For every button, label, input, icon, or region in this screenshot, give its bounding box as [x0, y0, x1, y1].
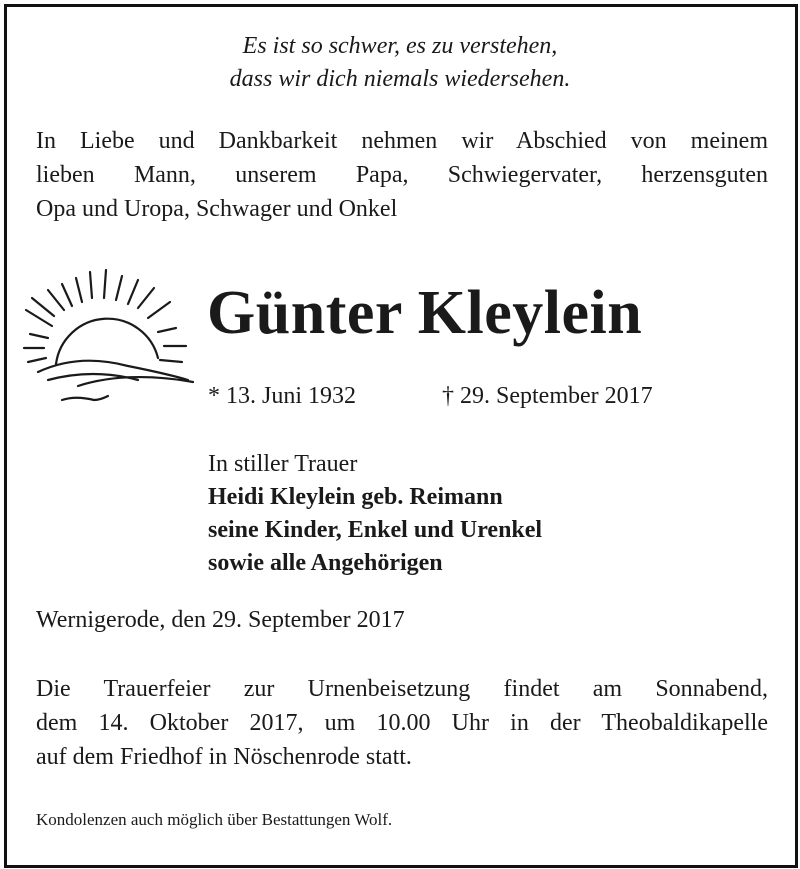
funeral-line: auf dem Friedhof in Nöschenrode statt. [36, 744, 412, 770]
motto-line: dass wir dich niemals wiedersehen. [229, 66, 571, 92]
death-date: † 29. September 2017 [442, 383, 653, 409]
mourners-heading: In stiller Trauer [208, 451, 358, 477]
mourner-line: seine Kinder, Enkel und Urenkel [208, 517, 543, 543]
sunset-icon [18, 262, 203, 412]
mourner-line: sowie alle Angehörigen [208, 550, 443, 576]
motto-line: Es ist so schwer, es zu verstehen, [242, 33, 558, 59]
funeral-line: dem 14. Oktober 2017, um 10.00 Uhr in der Theobaldikapelle [36, 710, 768, 736]
motto [0, 30, 800, 96]
mourner-line: Heidi Kleylein geb. Reimann [208, 484, 503, 510]
intro-text [36, 124, 768, 226]
deceased-name: Günter Kleylein [207, 279, 643, 347]
intro-line: lieben Mann, unserem Papa, Schwiegervater, herzensguten [36, 162, 768, 188]
condolence-note: Kondolenzen auch möglich über Bestattungen Wolf. [36, 810, 393, 829]
funeral-info [36, 672, 768, 774]
place-date: Wernigerode, den 29. September 2017 [36, 607, 405, 633]
funeral-line: Die Trauerfeier zur Urnenbeisetzung findet am Sonnabend, [36, 676, 768, 702]
mourners-block [208, 448, 542, 580]
intro-line: Opa und Uropa, Schwager und Onkel [36, 196, 398, 222]
intro-line: In Liebe und Dankbarkeit nehmen wir Abschied von meinem [36, 128, 768, 154]
birth-date: * 13. Juni 1932 [208, 383, 357, 409]
